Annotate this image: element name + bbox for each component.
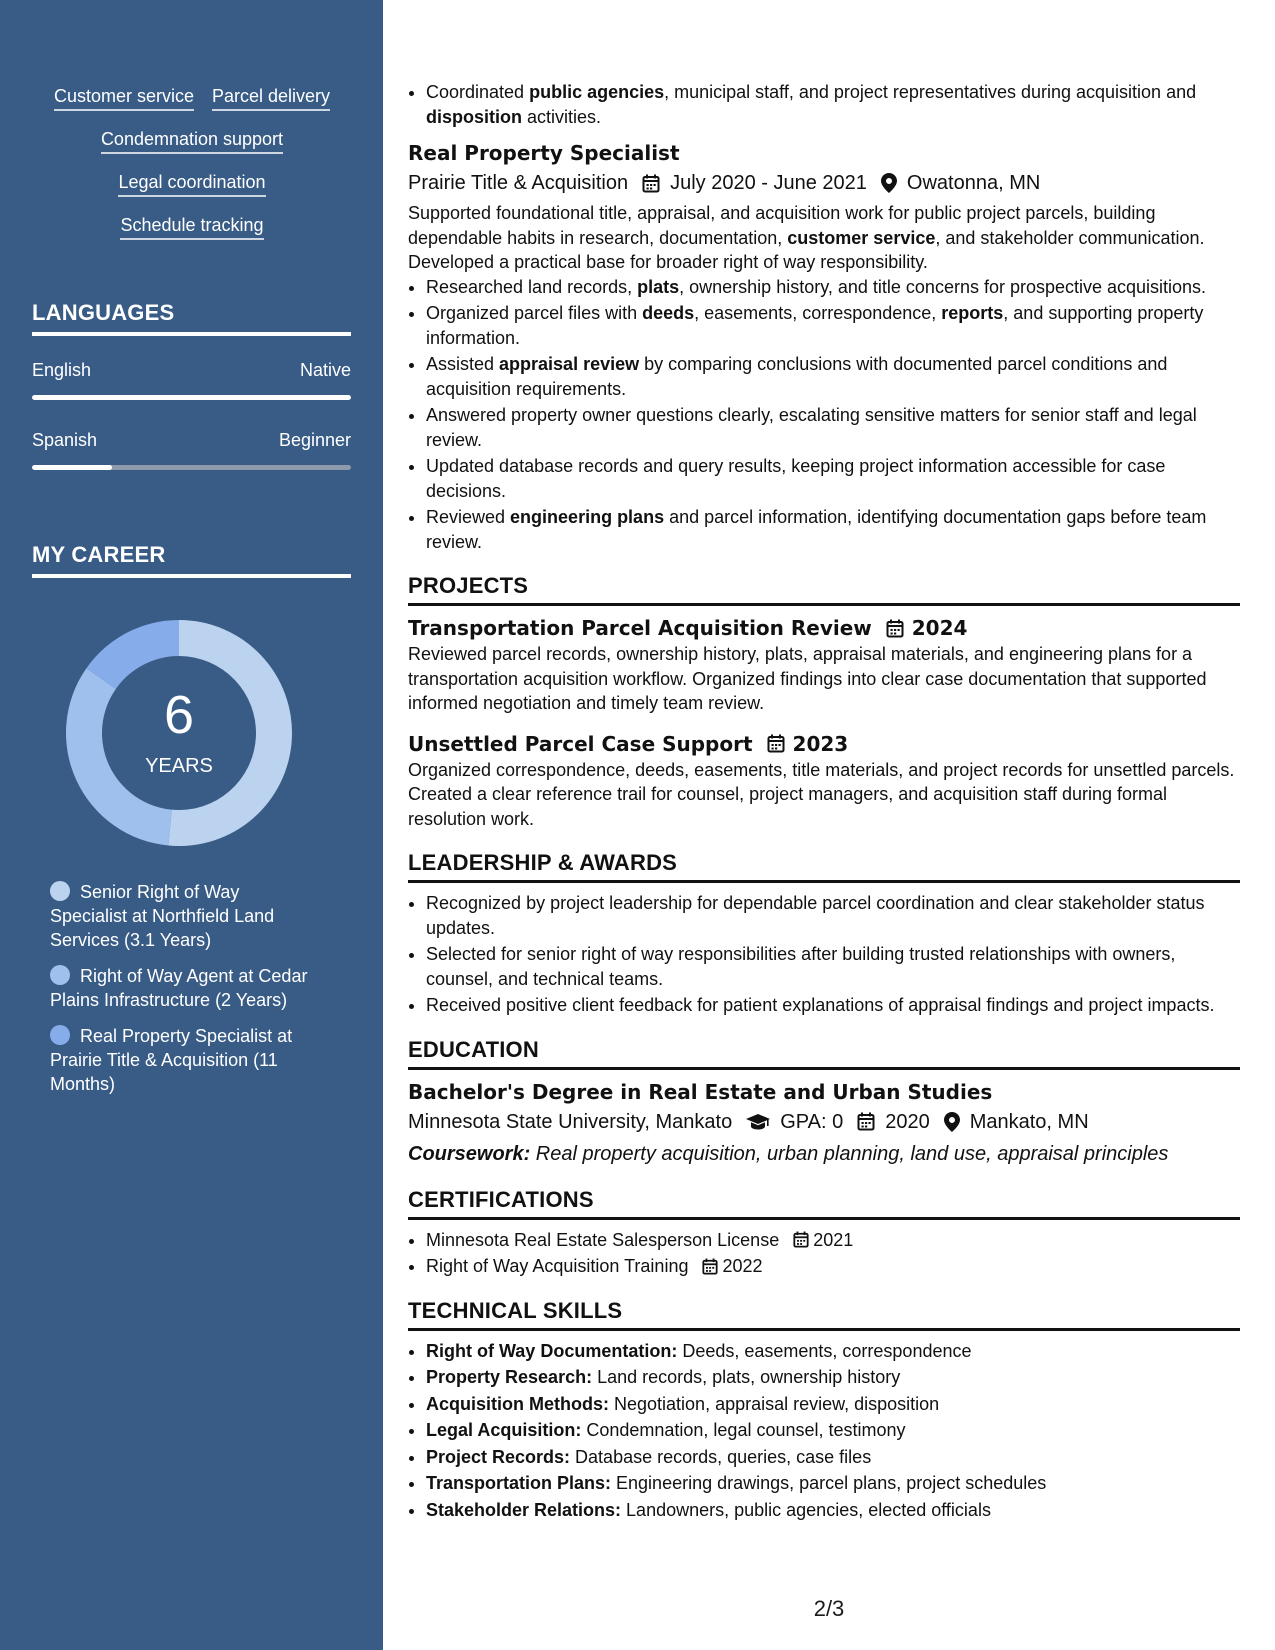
job-summary: Supported foundational title, appraisal, and acquisition work for public project parcels, building dependable habits in research, documentation, customer service, and stakeholder communication. Developed a practical base for broader right of way responsibility. — [408, 203, 1205, 272]
bullet-item: • Researched land records, plats, ownership history, and title concerns for prospective acquisitions. — [426, 275, 1240, 300]
career-item-text: Right of Way Agent at Cedar Plains Infrastructure (2 Years) — [50, 966, 308, 1010]
career-item — [50, 1024, 320, 1096]
education-heading: EDUCATION — [408, 1036, 1240, 1070]
project-title-row — [408, 614, 1240, 642]
bullet-item: • Reviewed engineering plans and parcel information, identifying documentation gaps before team review. — [426, 505, 1240, 554]
project-entry — [408, 614, 1240, 716]
legend-dot-icon — [50, 881, 70, 901]
skill-tag[interactable]: Legal coordination — [118, 170, 265, 197]
certification-item: • Minnesota Real Estate Salesperson License 2021 — [426, 1228, 1240, 1253]
project-year: 2024 — [911, 616, 968, 640]
leadership-list — [408, 891, 1240, 1018]
proficiency-fill — [32, 395, 351, 400]
job-entry — [408, 139, 1240, 554]
tech-skill-item: • Acquisition Methods: Negotiation, appraisal review, disposition — [426, 1392, 1240, 1417]
school-location: Mankato, MN — [969, 1110, 1089, 1133]
job-bullets — [408, 275, 1240, 555]
language-english — [32, 359, 351, 400]
leadership-heading: LEADERSHIP & AWARDS — [408, 849, 1240, 883]
certification-item: • Right of Way Acquisition Training 2022 — [426, 1254, 1240, 1279]
location-pin-icon — [944, 1112, 960, 1132]
project-title-row — [408, 730, 1240, 758]
technical-skills-heading: TECHNICAL SKILLS — [408, 1297, 1240, 1331]
coursework: Coursework: Real property acquisition, urban planning, land use, appraisal principles — [408, 1142, 1169, 1165]
skill-tag[interactable]: Condemnation support — [101, 127, 283, 154]
graduation-year: 2020 — [885, 1110, 930, 1133]
bullet-item: • Updated database records and query results, keeping project information accessible for case decisions. — [426, 454, 1240, 503]
education-meta — [408, 1108, 1240, 1136]
project-year: 2023 — [792, 731, 849, 756]
bullet-item: • Coordinated public agencies, municipal staff, and project representatives during acquisition and disposition activities. — [426, 80, 1240, 129]
career-legend — [50, 880, 320, 1108]
projects-heading: PROJECTS — [408, 572, 1240, 606]
job-dates: July 2020 - June 2021 — [670, 172, 867, 194]
calendar-icon — [767, 734, 785, 753]
job-meta — [408, 169, 1240, 197]
bullet-item: • Recognized by project leadership for dependable parcel coordination and clear stakeholder status updates. — [426, 891, 1240, 940]
job-location: Owatonna, MN — [906, 172, 1041, 194]
project-title: Unsettled Parcel Case Support — [408, 731, 753, 756]
tech-skill-item: • Transportation Plans: Engineering drawings, parcel plans, project schedules — [426, 1471, 1240, 1496]
language-level: Native — [299, 360, 351, 380]
proficiency-fill — [32, 465, 112, 470]
school-name: Minnesota State University, Mankato — [408, 1110, 733, 1133]
certifications-heading: CERTIFICATIONS — [408, 1186, 1240, 1220]
bullet-item: • Answered property owner questions clearly, escalating sensitive matters for senior staff and legal review. — [426, 403, 1240, 452]
tech-skill-item: • Project Records: Database records, queries, case files — [426, 1445, 1240, 1470]
proficiency-bar — [32, 465, 351, 470]
bullet-item: • Assisted appraisal review by comparing conclusions with documented parcel conditions and acquisition requirements. — [426, 352, 1240, 401]
calendar-icon — [886, 619, 904, 638]
degree-title: Bachelor's Degree in Real Estate and Urban Studies — [408, 1079, 993, 1104]
donut-center — [66, 620, 292, 846]
location-pin-icon — [881, 173, 897, 193]
company-name: Prairie Title & Acquisition — [408, 172, 629, 194]
project-title: Transportation Parcel Acquisition Review — [408, 616, 872, 640]
language-name: English — [32, 360, 92, 380]
language-name: Spanish — [32, 430, 98, 450]
calendar-icon — [857, 1112, 875, 1131]
career-item-text: Real Property Specialist at Prairie Title & Acquisition (11 Months) — [50, 1026, 293, 1094]
career-item-text: Senior Right of Way Specialist at Northfield Land Services (3.1 Years) — [50, 882, 275, 950]
certifications-list — [408, 1228, 1240, 1279]
language-level: Beginner — [278, 430, 351, 450]
project-entry — [408, 730, 1240, 832]
proficiency-bar — [32, 395, 351, 400]
skill-tag[interactable]: Parcel delivery — [212, 84, 330, 111]
language-spanish — [32, 429, 351, 470]
tech-skill-item: • Property Research: Land records, plats, ownership history — [426, 1365, 1240, 1390]
calendar-icon — [642, 174, 660, 193]
project-description: Organized correspondence, deeds, easements, title materials, and project records for unsettled parcels. Created a clear reference trail for counsel, project managers, and acquisition staff during formal resolution work. — [408, 759, 1235, 829]
tech-skill-item: • Right of Way Documentation: Deeds, easements, correspondence — [426, 1339, 1240, 1364]
job-title: Real Property Specialist — [408, 141, 680, 165]
skill-tags — [32, 84, 352, 256]
page-number: 2/3 — [813, 1596, 845, 1621]
career-item — [50, 964, 320, 1012]
career-unit: YEARS — [145, 755, 213, 777]
legend-dot-icon — [50, 965, 70, 985]
career-item — [50, 880, 320, 952]
skill-tag[interactable]: Customer service — [54, 84, 194, 111]
bullet-item: • Organized parcel files with deeds, easements, correspondence, reports, and supporting property information. — [426, 301, 1240, 350]
languages-heading: LANGUAGES — [32, 300, 351, 336]
sidebar — [0, 0, 383, 1650]
career-donut-chart — [66, 620, 292, 846]
career-heading: MY CAREER — [32, 542, 351, 578]
tech-skill-item: • Stakeholder Relations: Landowners, public agencies, elected officials — [426, 1498, 1240, 1523]
bullet-item: • Received positive client feedback for patient explanations of appraisal findings and project impacts. — [426, 993, 1240, 1018]
graduation-cap-icon — [746, 1113, 770, 1131]
career-total: 6 — [163, 685, 195, 745]
tech-skill-item: • Legal Acquisition: Condemnation, legal counsel, testimony — [426, 1418, 1240, 1443]
main-content — [408, 80, 1240, 1524]
experience-bullets-continued — [408, 80, 1240, 129]
legend-dot-icon — [50, 1025, 70, 1045]
calendar-icon — [702, 1258, 718, 1275]
skill-tag[interactable]: Schedule tracking — [120, 213, 263, 240]
calendar-icon — [793, 1231, 809, 1248]
project-description: Reviewed parcel records, ownership history, plats, appraisal materials, and engineering plans for a transportation acquisition workflow. Organized findings into clear case documentation that supported informed negotiation and timely team review. — [408, 644, 1207, 713]
gpa: GPA: 0 — [780, 1110, 844, 1133]
bullet-item: • Selected for senior right of way responsibilities after building trusted relationships with owners, counsel, and technical teams. — [426, 942, 1240, 991]
technical-skills-list — [408, 1339, 1240, 1523]
